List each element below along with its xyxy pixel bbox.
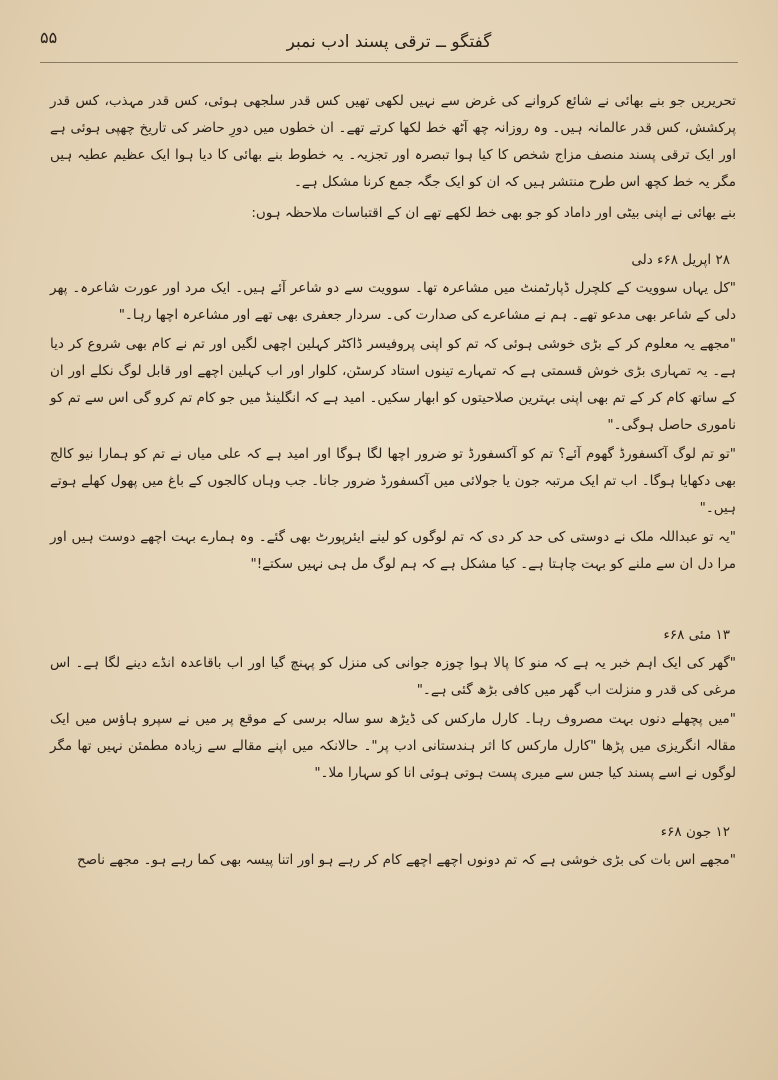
letter-paragraph: "مجھے اس بات کی بڑی خوشی ہے کہ تم دونوں اچھے اچھے کام کر رہے ہو اور اتنا پیسہ بھی کما رہے ہو۔ مجھے ناصح <box>76 852 736 868</box>
page-header <box>40 22 738 62</box>
letter-date: ۱۲ جون ۶۸ء <box>660 824 730 840</box>
letter-paragraph: "میں پچھلے دنوں بہت مصروف رہا۔ کارل مارکس کی ڈیڑھ سو سالہ برسی کے موقع پر میں نے سپرو ہاؤس میں ایک مقالہ انگریزی میں پڑھا "کارل مارکس کا اثر ہندستانی ادب پر"۔ حالانکہ میں اپنے مقالے سے زیادہ مطمئن نہیں تھا مگر لوگوں نے اسے پسند کیا جس سے میری پست ہوتی ہوئی انا کو سہارا ملا۔" <box>50 711 736 781</box>
letter-paragraph: "کل یہاں سوویت کے کلچرل ڈپارٹمنٹ میں مشاعرہ تھا۔ سوویت سے دو شاعر آئے ہیں۔ ایک مرد اور عورت شاعرہ۔ پھر دلی کے شاعر بھی مدعو تھے۔ ہم نے مشاعرے کی صدارت کی۔ سردار جعفری بھی تھے اور مشاعرہ اچھا رہا۔" <box>50 280 736 323</box>
intro-lead: بنے بھائی نے اپنی بیٹی اور داماد کو جو بھی خط لکھے تھے ان کے اقتباسات ملاحظہ ہوں: <box>251 205 736 221</box>
spacer <box>50 789 736 805</box>
letter-paragraph: "یہ تو عبداللہ ملک نے دوستی کی حد کر دی کہ تم لوگوں کو لینے ایئرپورٹ بھی گئے۔ وہ ہمارے بہت اچھے دوست ہیں اور مرا دل ان سے ملنے کو بہت چاہتا ہے۔ کیا مشکل ہے کہ ہم لوگ مل ہی نہیں سکتے!" <box>50 529 736 572</box>
page-body <box>50 88 736 1060</box>
intro-paragraph: تحریریں جو بنے بھائی نے شائع کروانے کی غرض سے نہیں لکھی تھیں کس قدر سلجھی ہوئی، کس قدر مہذب، کس قدر پرکشش، کس قدر عالمانہ ہیں۔ وہ روزانہ چھ آٹھ خط لکھا کرتے تھے۔ ان خطوں میں دورِ حاضر کی تاریخ چھپی ہوئی ہے اور ایک ترقی پسند منصف مزاج شخص کا کیا ہوا تبصرہ اور تجزیہ۔ یہ خطوط بنے بھائی کا دیا ہوا ایک عظیم عطیہ ہیں مگر یہ خط کچھ اس طرح منتشر ہیں کہ ان کو ایک جگہ جمع کرنا مشکل ہے۔ <box>50 93 736 190</box>
letter-paragraph: "گھر کی ایک اہم خبر یہ ہے کہ منو کا پالا ہوا چوزہ جوانی کی منزل کو پہنچ گیا اور اب باقاعدہ انڈے دینے لگا ہے۔ اس مرغی کی قدر و منزلت اب گھر میں کافی بڑھ گئی ہے۔" <box>50 655 736 698</box>
letter-paragraph: "تو تم لوگ آکسفورڈ گھوم آئے؟ تم کو آکسفورڈ تو ضرور اچھا لگا ہوگا اور امید ہے کہ علی میاں نے تم کو ہمارا نیو کالج بھی دکھایا ہوگا۔ اب تم ایک مرتبہ جون یا جولائی میں آکسفورڈ ضرور جانا۔ جب وہاں کالجوں کے باغ میں پھول کھلے ہوتے ہیں۔" <box>50 446 736 516</box>
page-number: ۵۵ <box>40 28 58 47</box>
letter-date: ۱۳ مئی ۶۸ء <box>663 627 730 643</box>
header-rule <box>40 62 738 63</box>
letter-date: ۲۸ اپریل ۶۸ء دلی <box>631 252 730 268</box>
spacer <box>50 580 736 608</box>
letter-paragraph: "مجھے یہ معلوم کر کے بڑی خوشی ہوئی کہ تم کو اپنی پروفیسر ڈاکٹر کہلین اچھی لگیں اور تم نے کام بھی شروع کر دیا ہے۔ یہ تمہاری بڑی خوش قسمتی ہے کہ تمہارے تینوں استاد کرسٹن، کلوار اور اب کہلین اچھے اور قابل لوگ نکلے اور ان کے ساتھ کام کر کے تم بھی اپنی بہترین صلاحیتوں کو ابھار سکیں۔ امید ہے کہ انگلینڈ میں جو کام تم کرو گی اس سے تم کو ناموری حاصل ہوگی۔" <box>50 336 736 433</box>
running-title: گفتگو ــ ترقی پسند ادب نمبر <box>286 32 492 52</box>
